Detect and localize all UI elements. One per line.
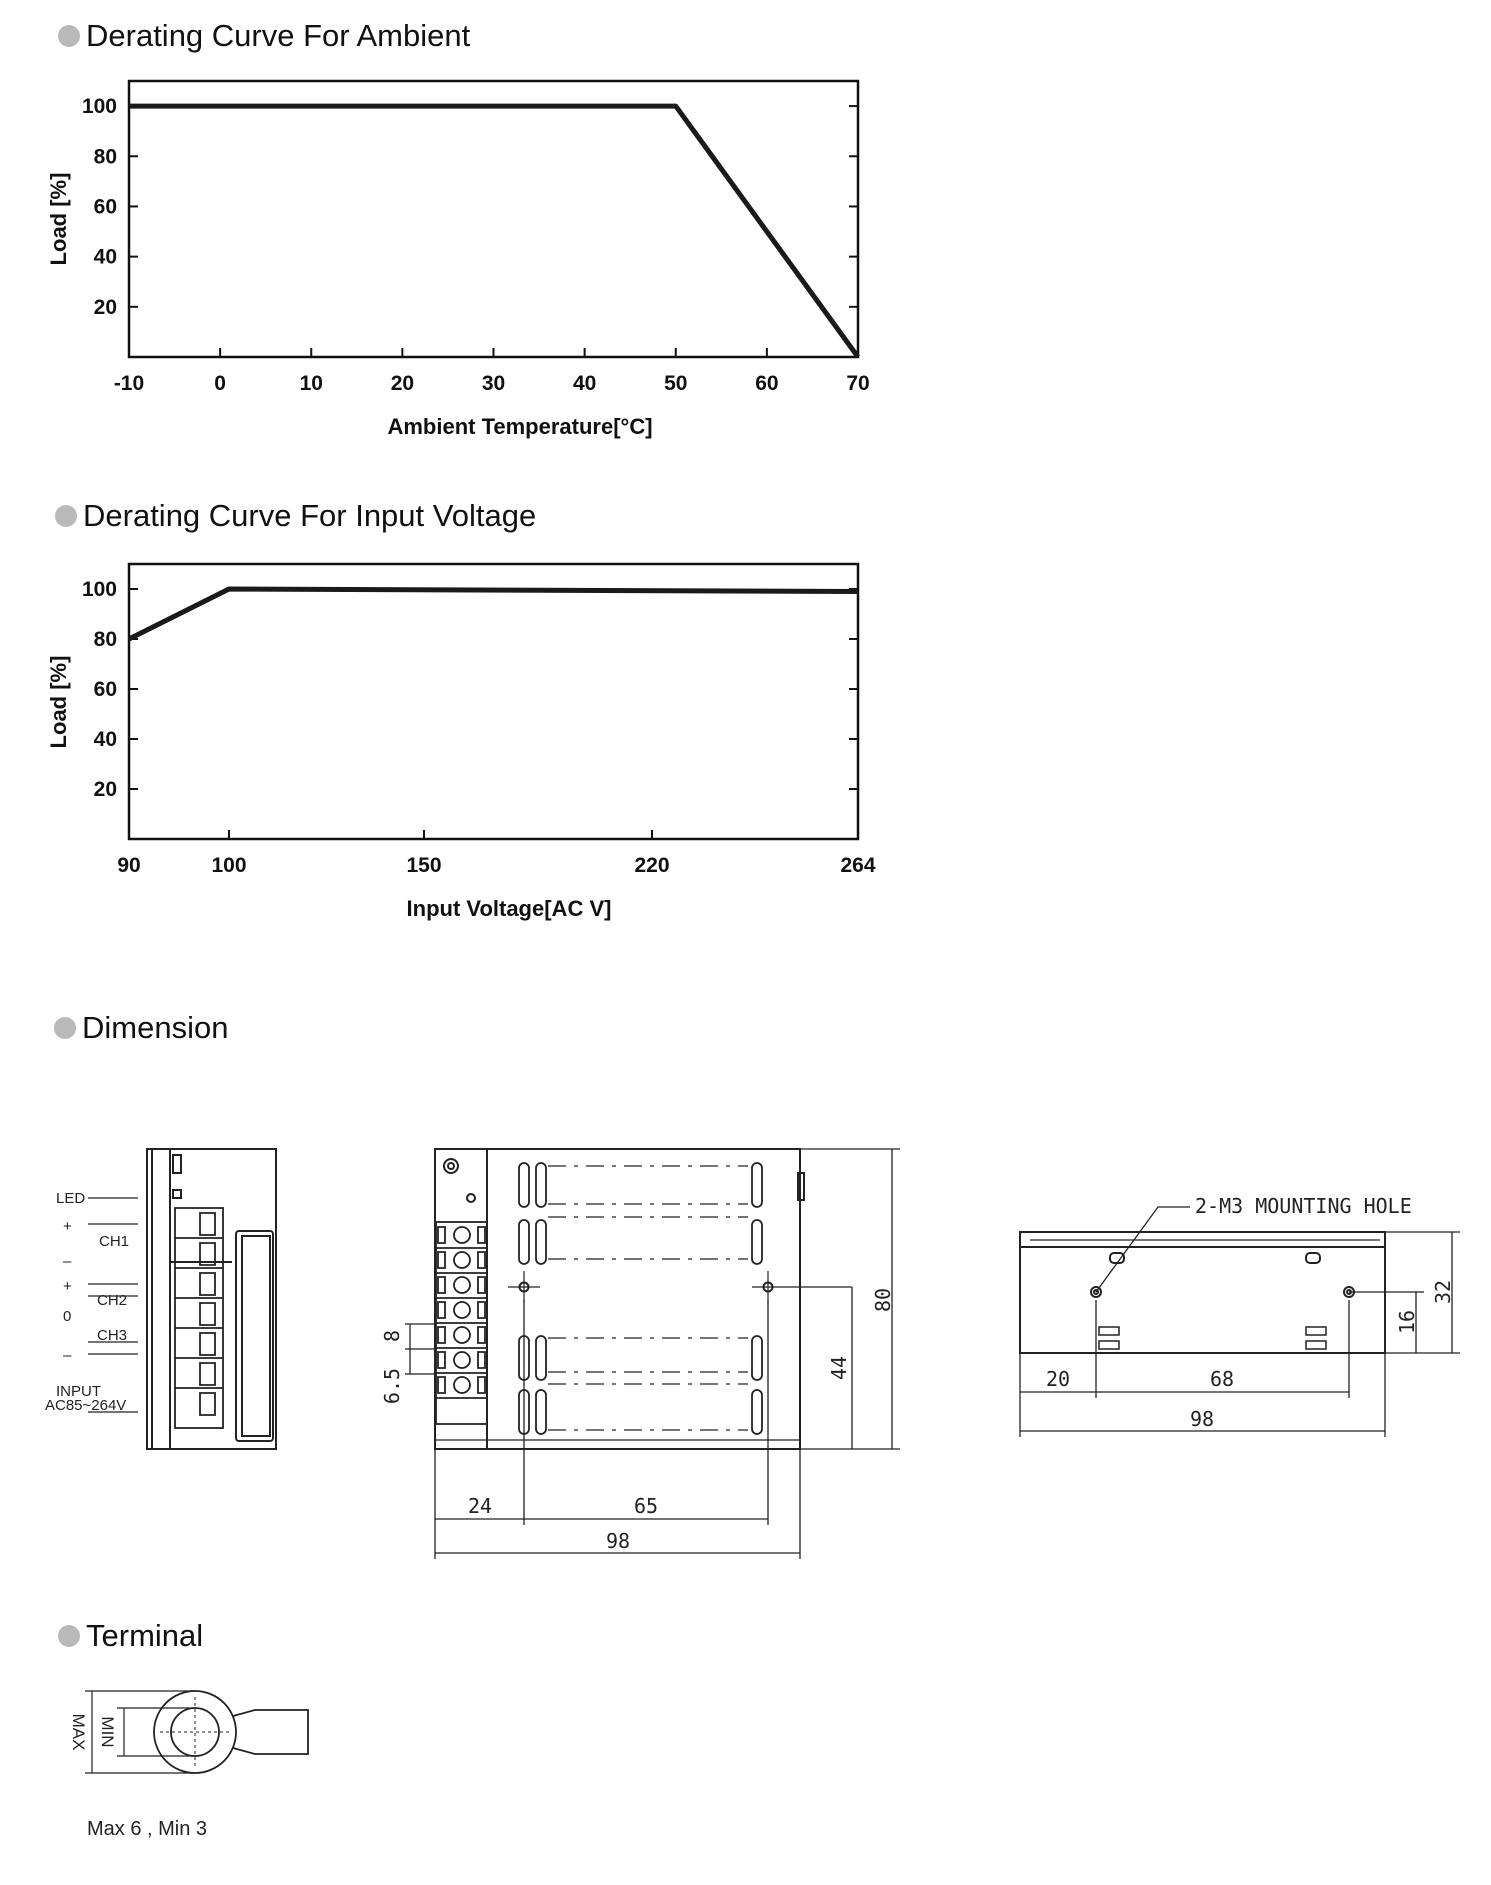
terminal-drawing [0, 1680, 400, 1820]
x-tick-label: 50 [664, 372, 688, 395]
dim-span-65: 65 [633, 1494, 659, 1518]
y-tick-label: 40 [93, 245, 117, 269]
label-plus-1: + [63, 1218, 72, 1235]
dim-span-68: 68 [1209, 1367, 1235, 1391]
y-tick-label: 80 [93, 145, 117, 169]
y-tick-label: 40 [93, 728, 117, 751]
label-ch2: CH2 [97, 1292, 128, 1309]
x-tick-label: 264 [840, 854, 876, 877]
y-axis-label: Load [%] [46, 655, 71, 749]
y-tick-label: 20 [93, 295, 117, 319]
x-tick-label: 150 [406, 854, 442, 877]
label-ch3: CH3 [97, 1327, 128, 1344]
x-tick-label: 220 [634, 854, 670, 877]
dim-offset-24: 24 [467, 1494, 493, 1518]
x-tick-label: -10 [113, 372, 145, 395]
label-ch1: CH1 [99, 1233, 130, 1250]
x-tick-label: 30 [481, 372, 506, 395]
label-minus-2: – [63, 1347, 72, 1364]
x-axis-label: Input Voltage[AC V] [406, 896, 612, 921]
dim-width-98: 98 [1189, 1407, 1215, 1431]
terminal-note: Max 6 , Min 3 [87, 1818, 208, 1840]
section-title-terminal [58, 1618, 203, 1654]
section-title-text: Terminal [86, 1618, 204, 1653]
dim-height-16: 16 [1395, 1309, 1419, 1335]
label-plus-2: + [63, 1278, 72, 1295]
section-title-text: Derating Curve For Input Voltage [83, 498, 537, 533]
y-axis-label: Load [%] [46, 172, 71, 266]
label-led: LED [56, 1190, 86, 1207]
bullet-icon [58, 1625, 80, 1647]
x-tick-label: 60 [755, 372, 779, 395]
dim-height-32: 32 [1431, 1279, 1455, 1305]
y-tick-label: 60 [93, 195, 117, 219]
y-tick-label: 80 [93, 628, 117, 651]
x-tick-label: 70 [846, 372, 870, 395]
bottom-dimensions [1046, 1194, 1455, 1431]
y-tick-label: 60 [93, 678, 117, 701]
label-ac-range: AC85~264V [45, 1397, 127, 1414]
label-input: INPUT [56, 1383, 101, 1400]
x-axis-label: Ambient Temperature[°C] [387, 414, 653, 439]
y-tick-label: 20 [93, 778, 117, 801]
y-tick-label: 100 [81, 95, 117, 119]
x-tick-label: 100 [211, 854, 247, 877]
mounting-hole-label: 2-M3 MOUNTING HOLE [1195, 1194, 1412, 1218]
dim-height-44: 44 [827, 1355, 851, 1381]
label-minus-1: – [63, 1253, 72, 1270]
section-title-text: Dimension [82, 1010, 229, 1045]
section-title-text: Derating Curve For Ambient [86, 18, 471, 53]
dim-width-98: 98 [605, 1529, 631, 1553]
x-tick-label: 90 [117, 854, 141, 877]
dim-pitch-8: 8 [380, 1329, 404, 1343]
x-tick-label: 40 [572, 372, 597, 395]
x-tick-label: 10 [299, 372, 323, 395]
terminal-min-label: MIN [98, 1716, 117, 1748]
dim-offset-20: 20 [1045, 1367, 1071, 1391]
dim-pitch-6-5: 6.5 [380, 1367, 404, 1405]
x-tick-label: 0 [214, 372, 226, 395]
dim-height-80: 80 [871, 1287, 895, 1313]
terminal-max-label: MAX [69, 1713, 88, 1751]
y-tick-label: 100 [81, 578, 117, 601]
label-zero: 0 [63, 1308, 72, 1325]
bottom-view [1020, 1207, 1460, 1437]
x-tick-label: 20 [390, 372, 415, 395]
